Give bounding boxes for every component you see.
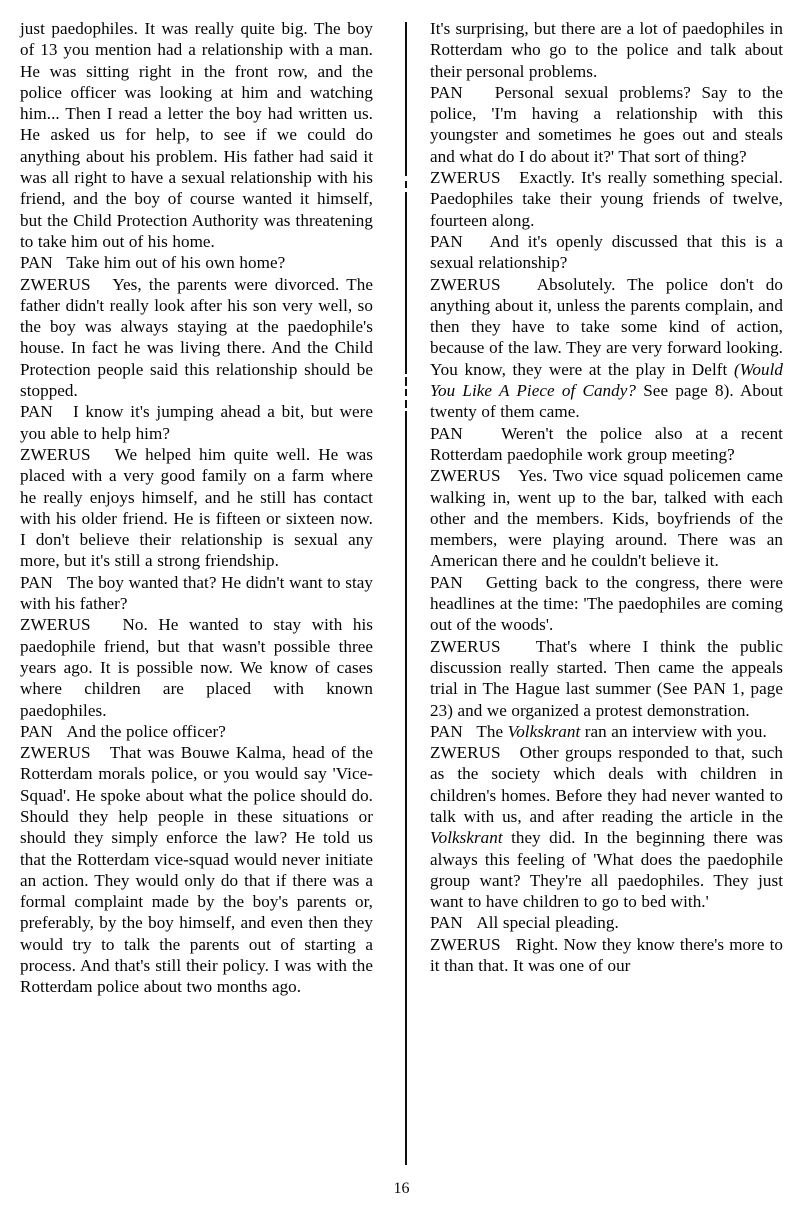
body-text: Absolutely. The police don't do anything about it, unless the parents complain, and then they have to take some kind of action, because of the law. They are very forward looking. You know, they were at the play in Delft	[430, 274, 783, 379]
body-text: We helped him quite well. He was placed with a very good family on a farm where he really enjoys himself, and he still has contact with his older friend. He is fifteen or sixteen now. I don't believe their relationship is sexual any more, but it's still a strong friendship.	[20, 444, 373, 571]
speaker-label: ZWERUS	[20, 274, 91, 294]
speaker-label: ZWERUS	[430, 274, 501, 294]
speech-paragraph	[430, 423, 783, 466]
speech-paragraph	[430, 934, 783, 977]
speech-paragraph	[20, 401, 373, 444]
body-text: That was Bouwe Kalma, head of the Rotterdam morals police, or you would say 'Vice-Squad'. He spoke about what the police should do. Should they help people in these situations or should they simply enforce the law? He told us that the Rotterdam vice-squad would never initiate an action. They would only do that if there was a formal complaint made by the boy's parents or, preferably, by the boy himself, and even then they would try to talk the parents out of starting a process. And that's still their policy. I was with the Rotterdam police about two months ago.	[20, 743, 373, 997]
speech-paragraph	[430, 572, 783, 636]
speaker-label: PAN	[430, 82, 463, 102]
speaker-label: ZWERUS	[430, 168, 501, 188]
speech-paragraph	[20, 614, 373, 720]
body-text: Exactly. It's really something special. Paedophiles take their young friends of twelve, fourteen along.	[430, 168, 783, 230]
speech-paragraph	[20, 252, 373, 273]
body-text: Take him out of his own home?	[66, 253, 286, 273]
speech-paragraph	[430, 721, 783, 742]
body-text: Getting back to the congress, there were headlines at the time: 'The paedophiles are coming out of the woods'.	[430, 572, 783, 635]
speech-paragraph	[20, 444, 373, 572]
column-left	[20, 18, 375, 998]
speech-paragraph	[20, 572, 373, 615]
body-text: Yes. Two vice squad policemen came walking in, went up to the bar, talked with each other and the members. Kids, boyfriends of the members, were playing around. There was an American there and he couldn't believe it.	[430, 466, 783, 571]
body-text: See page 8). About twenty of them came.	[430, 381, 783, 422]
body-text: Weren't the police also at a recent Rotterdam paedophile work group meeting?	[430, 423, 783, 464]
body-text: No. He wanted to stay with his paedophile friend, but that wasn't possible three years ago. It is possible now. We know of cases where children are placed with known paedophiles.	[20, 615, 374, 720]
continuation-paragraph	[430, 18, 783, 82]
speech-paragraph	[430, 912, 783, 933]
speaker-label: ZWERUS	[20, 444, 91, 464]
body-text: they did. In the beginning there was always this feeling of 'What does the paedophile group want? They're all paedophiles. They just want to have children to go to bed with.'	[430, 828, 783, 912]
body-text: ran an interview with you.	[580, 721, 767, 741]
speaker-label: ZWERUS	[430, 636, 501, 656]
body-text: And it's openly discussed that this is a sexual relationship?	[430, 231, 783, 273]
body-text: Right. Now they know there's more to it than that. It was one of our	[430, 934, 783, 976]
body-text: I know it's jumping ahead a bit, but were you able to help him?	[20, 402, 374, 443]
body-text: The	[476, 721, 508, 741]
speech-paragraph	[430, 167, 783, 231]
speech-paragraph	[20, 274, 373, 402]
speaker-label: PAN	[20, 253, 53, 273]
italic-title-text: Volkskrant	[430, 828, 503, 848]
body-text: Other groups responded to that, such as the society which deals with children in children's homes. Before they had never wanted to talk with us, and after reading the article in the	[430, 743, 783, 826]
speaker-label: PAN	[430, 572, 463, 592]
speech-paragraph	[430, 274, 783, 423]
speaker-label: ZWERUS	[20, 743, 91, 763]
speaker-label: ZWERUS	[430, 743, 501, 763]
speech-paragraph	[430, 742, 783, 912]
speaker-label: PAN	[20, 572, 53, 592]
speaker-label: PAN	[20, 402, 53, 422]
body-text: The boy wanted that? He didn't want to stay with his father?	[20, 572, 373, 614]
speaker-label: ZWERUS	[430, 934, 501, 954]
speaker-label: PAN	[430, 913, 463, 933]
speech-paragraph	[430, 636, 783, 721]
speech-paragraph	[20, 742, 373, 998]
italic-title-text: Volkskrant	[507, 721, 581, 741]
body-text: just paedophiles. It was really quite big. The boy of 13 you mention had a relationship with a man. He was sitting right in the front row, and the police officer was looking at him and watching him... Then I read a letter the boy had written us. He asked us for help, to see if we could do anything about his problem. His father had said it was all right to have a sexual relationship with his friend, and the boy of course wanted it himself, but the Child Protection Authority was threatening to take him out of his home.	[20, 19, 373, 251]
continuation-paragraph	[20, 18, 373, 252]
speaker-label: ZWERUS	[430, 466, 501, 486]
speech-paragraph	[430, 231, 783, 274]
speaker-label: PAN	[430, 231, 463, 251]
body-text: And the police officer?	[66, 721, 226, 741]
speech-paragraph	[430, 465, 783, 571]
text-body	[20, 18, 783, 1153]
body-text: Personal sexual problems? Say to the police, 'I'm having a relationship with this youngster and sometimes he goes out and steals and what do I do about it?' That sort of thing?	[430, 82, 783, 166]
speaker-label: PAN	[430, 721, 463, 741]
speech-paragraph	[20, 721, 373, 742]
page-number: 16	[393, 1180, 410, 1197]
speech-paragraph	[430, 82, 783, 167]
speaker-label: ZWERUS	[20, 615, 91, 635]
body-text: It's surprising, but there are a lot of paedophiles in Rotterdam who go to the police and talk about their personal problems.	[430, 19, 783, 81]
speaker-label: PAN	[430, 423, 463, 443]
body-text: That's where I think the public discussion really started. Then came the appeals trial in The Hague last summer (See PAN 1, page 23) and we organized a protest demonstration.	[430, 636, 783, 720]
body-text: All special pleading.	[476, 913, 619, 933]
italic-title-text: (Would You Like A Piece of Candy?	[430, 359, 783, 401]
body-text: Yes, the parents were divorced. The father didn't really look after his son very well, so the boy was always staying at the paedophile's house. In fact he was living there. And the Child Protection people said this relationship should be stopped.	[20, 274, 374, 401]
speaker-label: PAN	[20, 721, 53, 741]
column-right	[428, 18, 783, 976]
